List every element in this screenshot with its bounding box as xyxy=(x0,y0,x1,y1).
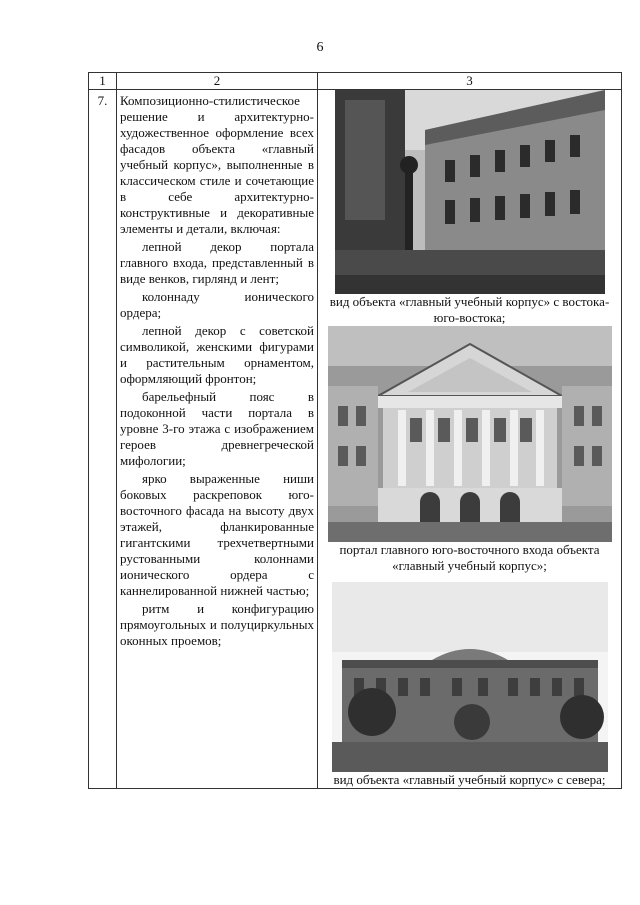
description-intro: Композиционно-стилистическое решение и архитектурно-художественное оформление всех фасадов объекта «главный учебный корпус», выполненные в классическом стиле и сочетающие в себе архитектурно-конструктивные и декоративные элементы и детали, включая: xyxy=(120,93,314,236)
table-header-row xyxy=(89,73,622,90)
row-photos xyxy=(318,90,622,789)
monument-features-table xyxy=(88,72,622,789)
list-item: лепной декор портала главного входа, представленный в виде венков, гирлянд и лент; xyxy=(120,239,314,286)
header-col-1: 1 xyxy=(89,73,117,90)
page-number: 6 xyxy=(316,40,324,55)
building-photo-east xyxy=(335,90,605,294)
list-item: барельефный пояс в подоконной части портала в уровне 3-го этажа с изображением героев древнегреческой мифологии; xyxy=(120,389,314,468)
table-row xyxy=(89,90,622,789)
row-description xyxy=(117,90,318,789)
photo-caption: вид объекта «главный учебный корпус» с востока-юго-востока; xyxy=(329,294,610,325)
list-item: ярко выраженные ниши боковых раскреповок юго-восточного фасада на высоту двух этажей, фланкированные гигантскими трехчетвертными рустованными колоннами ионического ордера с каннелированной нижней частью; xyxy=(120,471,314,598)
building-photo-north xyxy=(332,582,608,772)
header-col-3: 3 xyxy=(318,73,622,90)
header-col-2: 2 xyxy=(117,73,318,90)
photo-caption: вид объекта «главный учебный корпус» с севера; xyxy=(333,772,606,787)
photo-caption: портал главного юго-восточного входа объекта «главный учебный корпус»; xyxy=(339,542,600,573)
row-number: 7. xyxy=(89,90,117,789)
list-item: колоннаду ионического ордера; xyxy=(120,289,314,320)
list-item: ритм и конфигурацию прямоугольных и полуциркульных оконных проемов; xyxy=(120,601,314,648)
list-item: лепной декор с советской символикой, женскими фигурами и растительным орнаментом, оформляющий фронтон; xyxy=(120,323,314,386)
portal-photo-southeast xyxy=(328,326,612,542)
